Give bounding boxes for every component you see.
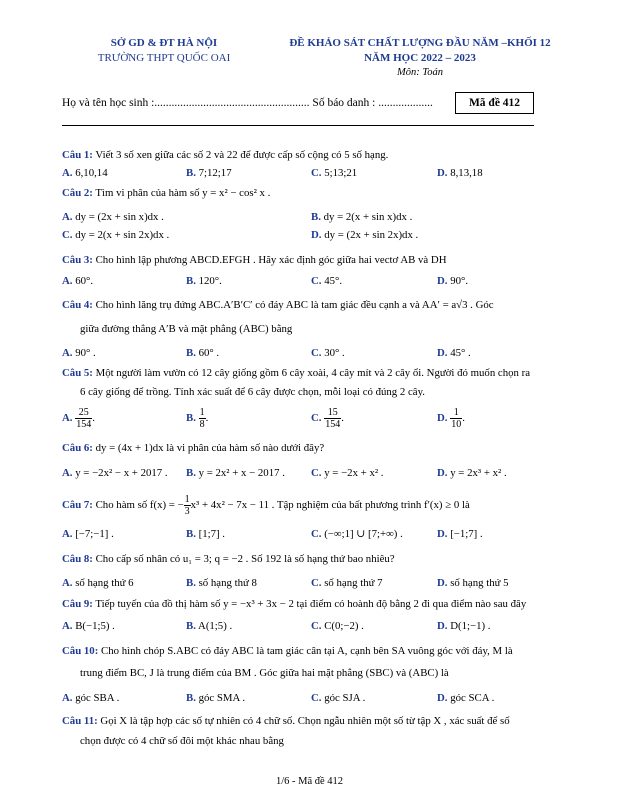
question-3: Câu 3: Cho hình lập phương ABCD.EFGH . Hãy xác định góc giữa hai vectơ AB và DH: [62, 254, 447, 266]
school-name: TRƯỜNG THPT QUỐC OAI: [97, 52, 231, 64]
subject: Môn: Toán: [397, 67, 443, 78]
divider: [62, 125, 534, 126]
option: C. y = −2x + x² .: [311, 467, 384, 479]
question-9: Câu 9: Tiếp tuyến của đồ thị hàm số y = −x³ + 3x − 2 tại điểm có hoành độ bằng 2 đi qua điểm nào sau đây: [62, 598, 527, 610]
option: D. D(1;−1) .: [437, 620, 491, 632]
option: D. 8,13,18: [437, 167, 483, 179]
option: B. A(1;5) .: [186, 620, 233, 632]
option: C. 30° .: [311, 347, 345, 359]
option: B. [1;7] .: [186, 528, 225, 540]
question-10-continued: trung điểm BC, J là trung điểm của BM . Góc giữa hai mặt phẳng (SBC) và (ABC) là: [80, 667, 449, 679]
question-6: Câu 6: dy = (4x + 1)dx là vi phân của hàm số nào dưới đây?: [62, 442, 325, 454]
option: D. [−1;7] .: [437, 528, 483, 540]
page-footer: 1/6 - Mã đề 412: [275, 776, 344, 787]
option: B. $\frac{1}{8}$ .: [186, 407, 209, 430]
option: D. y = 2x³ + x² .: [437, 467, 507, 479]
option: D. $\frac{1}{10}$ .: [437, 407, 465, 430]
question-8: Câu 8: Cho cấp số nhân có u₁ = 3; q = −2 . Số 192 là số hạng thứ bao nhiêu?: [62, 553, 395, 565]
option: C. $\frac{15}{154}$ .: [311, 407, 344, 430]
student-info-line: Họ và tên học sinh :...................................................... Số báo danh : ...................: [62, 97, 433, 109]
option: A. số hạng thứ 6: [62, 577, 134, 589]
option: D. góc SCA .: [437, 692, 495, 704]
question-4: Câu 4: Cho hình lăng trụ đứng ABC.A′B′C′ có đáy ABC là tam giác đều cạnh a và AA′ = a√3 . Góc: [62, 299, 494, 311]
question-10: Câu 10: Cho hình chóp S.ABC có đáy ABC là tam giác cân tại A, cạnh bên SA vuông góc với đáy, M là: [62, 645, 513, 657]
option: B. 60° .: [186, 347, 220, 359]
option: B. y = 2x² + x − 2017 .: [186, 467, 285, 479]
option: A. 60°.: [62, 275, 94, 287]
question-4-continued: giữa đường thẳng A′B và mặt phẳng (ABC) bằng: [80, 323, 293, 335]
question-1: Câu 1: Viết 3 số xen giữa các số 2 và 22 để được cấp số cộng có 5 số hạng.: [62, 149, 389, 161]
option: C. góc SJA .: [311, 692, 366, 704]
header-left: [64, 36, 264, 66]
option: A. $\frac{25}{154}$ .: [62, 407, 95, 430]
department-name: SỞ GD & ĐT HÀ NỘI: [110, 37, 218, 49]
school-year: NĂM HỌC 2022 – 2023: [364, 52, 476, 64]
option: C. (−∞;1] ∪ [7;+∞) .: [311, 528, 403, 540]
option: A. B(−1;5) .: [62, 620, 115, 632]
option: A. [−7;−1] .: [62, 528, 114, 540]
option: A. dy = (2x + sin x)dx .: [62, 211, 164, 223]
exam-code-box: Mã đề 412: [455, 92, 534, 114]
question-2: Câu 2: Tìm vi phân của hàm số y = x² − cos² x .: [62, 187, 271, 199]
option: C. số hạng thứ 7: [311, 577, 383, 589]
option: B. số hạng thứ 8: [186, 577, 257, 589]
option: D. 45° .: [437, 347, 471, 359]
question-5-continued: 6 cây giống để trồng. Tính xác suất để 6 cây được chọn, mỗi loại có đúng 2 cây.: [80, 386, 425, 398]
option: B. dy = 2(x + sin x)dx .: [311, 211, 413, 223]
question-11-continued: chọn được có 4 chữ số đôi một khác nhau bằng: [80, 735, 284, 747]
option: C. dy = 2(x + sin 2x)dx .: [62, 229, 170, 241]
question-7: Câu 7: Cho hàm số f(x) = − $\frac{1}{3}$ x³ + 4x² − 7x − 11 . Tập nghiệm của bất phương trình f′(x) ≥ 0 là: [62, 494, 470, 517]
option: C. 45°.: [311, 275, 343, 287]
option: D. 90°.: [437, 275, 469, 287]
option: B. góc SMA .: [186, 692, 246, 704]
option: D. dy = (2x + sin 2x)dx .: [311, 229, 419, 241]
option: A. góc SBA .: [62, 692, 120, 704]
option: C. 5;13;21: [311, 167, 358, 179]
question-5: Câu 5: Một người làm vườn có 12 cây giống gồm 6 cây xoài, 4 cây mít và 2 cây ổi. Người đó muốn chọn ra: [62, 367, 530, 379]
option: B. 120°.: [186, 275, 222, 287]
exam-title: ĐỀ KHẢO SÁT CHẤT LƯỢNG ĐẦU NĂM –KHỐI 12: [289, 37, 551, 49]
option: C. C(0;−2) .: [311, 620, 364, 632]
option: B. 7;12;17: [186, 167, 232, 179]
header-right: [270, 36, 570, 80]
option: D. số hạng thứ 5: [437, 577, 509, 589]
option: A. 6,10,14: [62, 167, 108, 179]
option: A. y = −2x² − x + 2017 .: [62, 467, 168, 479]
option: A. 90° .: [62, 347, 96, 359]
question-11: Câu 11: Gọi X là tập hợp các số tự nhiên có 4 chữ số. Chọn ngẫu nhiên một số từ tập X , xác suất để số: [62, 715, 510, 727]
